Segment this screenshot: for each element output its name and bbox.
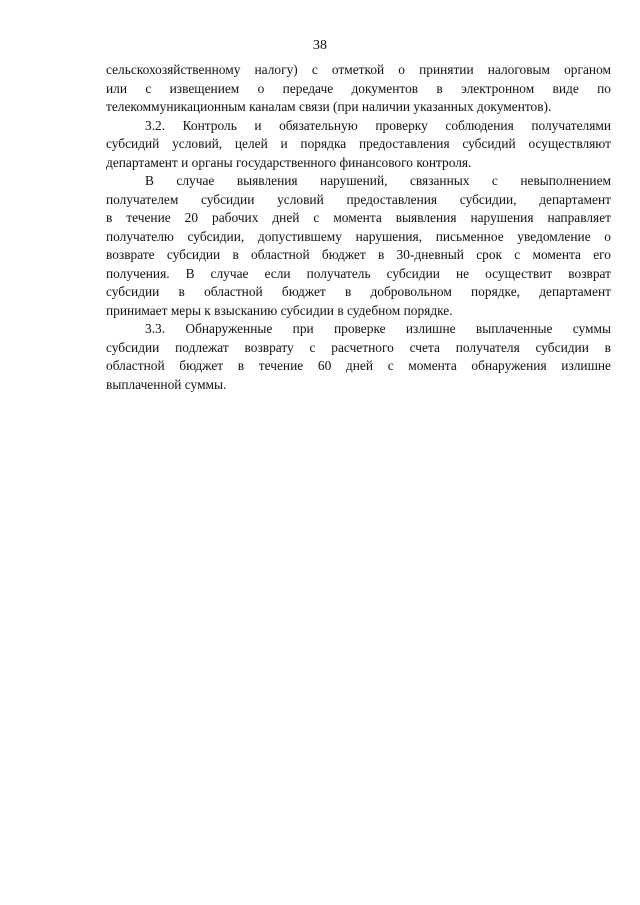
text-line: 3.3. Обнаруженные при проверке излишне выплаченные суммы: [145, 321, 611, 336]
text-line: В случае выявления нарушений, связанных с невыполнением: [145, 173, 611, 188]
text-line: принимает меры к взысканию субсидии в судебном порядке.: [106, 302, 453, 318]
text-line: получателю субсидии, допустившему нарушения, письменное уведомление о: [106, 228, 611, 244]
text-line: возврате субсидии в областной бюджет в 30-дневный срок с момента его: [106, 247, 611, 262]
text-line: выплаченной суммы.: [106, 376, 227, 392]
document-body: [106, 61, 611, 394]
text-line: получения. В случае если получатель субсидии не осуществит возврат: [106, 265, 611, 281]
text-line: в течение 20 рабочих дней с момента выявления нарушения направляет: [106, 210, 611, 225]
text-line: департамент и органы государственного финансового контроля.: [106, 154, 472, 170]
text-line: получателем субсидии условий предоставления субсидии, департамент: [106, 191, 611, 207]
page-number: 38: [313, 38, 327, 53]
text-line: сельскохозяйственному налогу) с отметкой о принятии налоговым органом: [106, 62, 611, 77]
text-line: телекоммуникационным каналам связи (при наличии указанных документов).: [106, 99, 552, 114]
text-line: субсидий условий, целей и порядка предоставления субсидий осуществляют: [106, 136, 611, 151]
text-line: субсидии в областной бюджет в добровольном порядке, департамент: [106, 284, 611, 299]
text-line: субсидии подлежат возврату с расчетного счета получателя субсидии в: [106, 339, 611, 355]
text-line: 3.2. Контроль и обязательную проверку соблюдения получателями: [145, 117, 611, 133]
text-line: областной бюджет в течение 60 дней с момента обнаружения излишне: [106, 358, 611, 373]
text-line: или с извещением о передаче документов в электронном виде по: [106, 80, 611, 96]
